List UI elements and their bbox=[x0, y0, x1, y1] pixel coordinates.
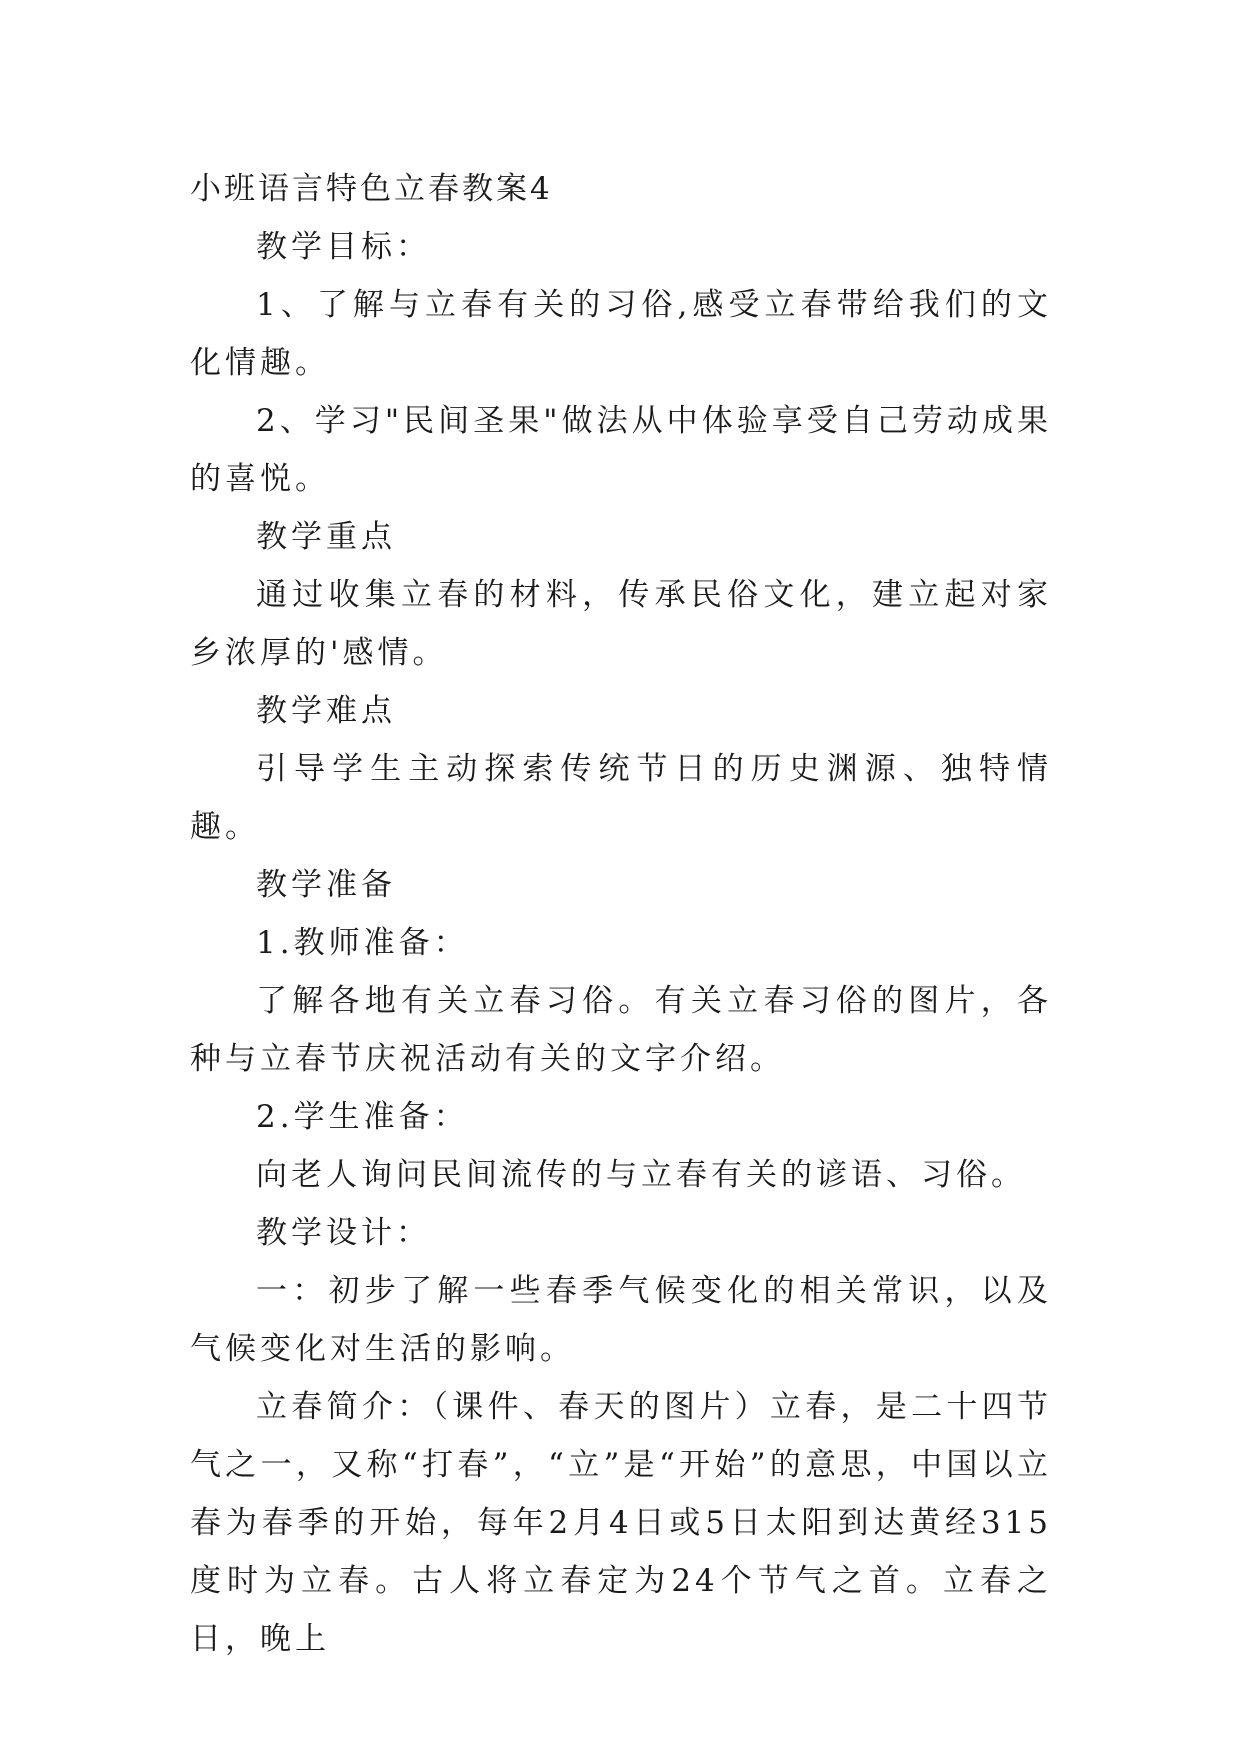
goal-item-2: 2、学习"民间圣果"做法从中体验享受自己劳动成果的喜悦。 bbox=[190, 403, 1052, 497]
key-point-heading: 教学重点 bbox=[256, 519, 396, 555]
teacher-prep-heading: 1.教师准备： bbox=[256, 925, 469, 961]
student-prep-heading: 2.学生准备： bbox=[256, 1099, 469, 1135]
teacher-prep-text: 了解各地有关立春习俗。有关立春习俗的图片，各种与立春节庆祝活动有关的文字介绍。 bbox=[190, 983, 1052, 1077]
difficulty-heading: 教学难点 bbox=[256, 693, 396, 729]
design-heading: 教学设计： bbox=[256, 1215, 431, 1251]
student-prep-text: 向老人询问民间流传的与立春有关的谚语、习俗。 bbox=[256, 1157, 1026, 1193]
spring-intro-text: 立春简介：（课件、春天的图片）立春，是二十四节气之一，又称“打春”，“立”是“开始”的意思，中国以立春为春季的开始，每年2月4日或5日太阳到达黄经315度时为立春。古人将立春定为24个节气之首。立春之日，晚上 bbox=[190, 1389, 1052, 1657]
design-step-1: 一：初步了解一些春季气候变化的相关常识，以及气候变化对生活的影响。 bbox=[190, 1273, 1052, 1367]
key-point-text: 通过收集立春的材料，传承民俗文化，建立起对家乡浓厚的'感情。 bbox=[190, 577, 1052, 671]
preparation-heading: 教学准备 bbox=[256, 867, 396, 903]
difficulty-text: 引导学生主动探索传统节日的历史渊源、独特情趣。 bbox=[190, 751, 1052, 845]
goal-item-1: 1、了解与立春有关的习俗,感受立春带给我们的文化情趣。 bbox=[190, 287, 1052, 381]
document-title: 小班语言特色立春教案4 bbox=[190, 171, 553, 207]
goal-heading: 教学目标： bbox=[256, 229, 431, 265]
document-page bbox=[190, 160, 1052, 1668]
